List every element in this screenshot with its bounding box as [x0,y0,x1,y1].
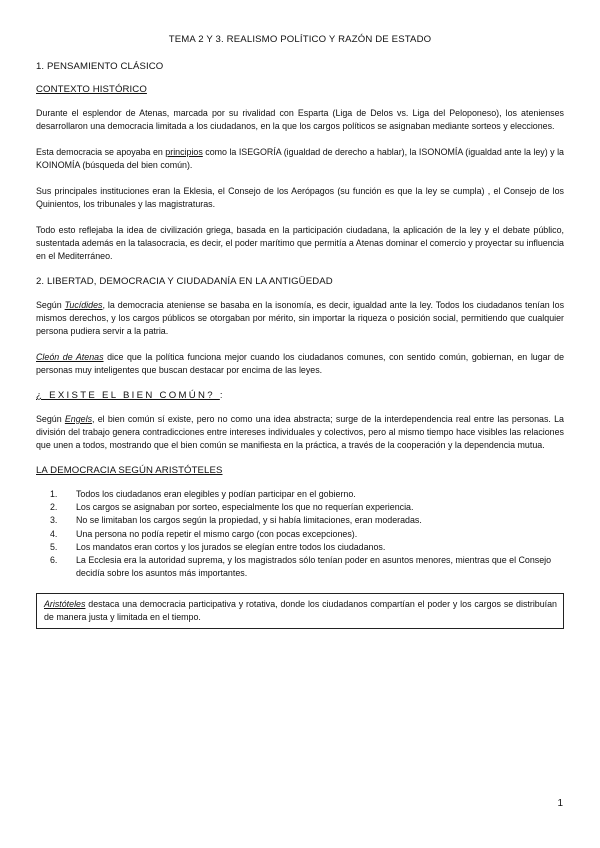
list-number: 3. [50,515,58,526]
principios-link[interactable]: principios [165,147,203,157]
text: dice que la política funciona mejor cuando los ciudadanos comunes, con sentido común, gobiernan, en lugar de personas muy inteligentes que buscan destacar por encima de las leyes. [36,352,565,375]
colon: : [219,390,223,401]
list-item [36,488,564,501]
page-number: 1 [557,798,563,809]
list-number: 6. [50,555,58,566]
list-text: Todos los ciudadanos eran elegibles y podían participar en el gobierno. [76,489,356,499]
paragraph-cleon [36,351,564,377]
text: como la ISEGORÍA (igualdad de derecho a hablar), la ISONOMÍA (igualdad ante la ley) y la KOINOMÍA (búsqueda del bien común). [36,147,564,170]
paragraph-engels [36,413,564,452]
list-item [36,514,564,527]
bien-comun-title: ¿ EXISTE EL BIEN COMÚN? [36,390,220,401]
text: Según [36,300,65,310]
list-number: 1. [50,489,58,499]
list-text: La Ecclesia era la autoridad suprema, y los magistrados sólo tenían poder en asuntos menores, mientras que el Consejo decidía sobre los asuntos más importantes. [76,555,552,579]
page-content [36,34,564,629]
aristoteles-summary-box [36,593,564,629]
list-item [36,501,564,514]
aristoteles-list [36,488,564,580]
cleon-name: Cleón de Atenas [36,352,104,362]
list-item [36,541,564,554]
tucidides-name: Tucídides [64,300,103,310]
document-title: TEMA 2 Y 3. REALISMO POLÍTICO Y RAZÓN DE ESTADO [168,34,432,45]
list-number: 5. [50,541,58,552]
paragraph-civilizacion: Todo esto reflejaba la idea de civilización griega, basada en la participación ciudadana, la aplicación de la ley y el debate público, sustentada además en la talasocracia, es decir, el poder marítimo que permitía a Atenas dominar el comercio y proyectar su influencia en el Mediterráneo. [36,225,564,261]
paragraph-instituciones: Sus principales instituciones eran la Eklesia, el Consejo de los Aerópagos (su función es que la ley se cumpla) , el Consejo de los Quinientos, los tribunales y las magistraturas. [36,186,564,209]
paragraph-atenas: Durante el esplendor de Atenas, marcada por su rivalidad con Esparta (Liga de Delos vs. Liga del Peloponeso), los atenienses desarrollaron una democracia limitada a los ciudadanos, en la que los cargos políticos se asignaban mediante sorteos y elecciones. [36,108,564,131]
list-text: Los mandatos eran cortos y los jurados se elegían entre todos los ciudadanos. [76,541,386,552]
list-item [36,554,564,580]
text: , el bien común sí existe, pero no como una idea abstracta; surge de la interdependencia real entre las personas. La división del trabajo genera contradicciones entre intereses individuales y colectivos, pero al mismo tiempo hace visibles las relaciones que unen a todos, mostrando que el bien común se manifiesta en la práctica, a través de la cooperación y la dependencia mutua. [36,414,564,450]
text: Según [36,414,65,424]
section-heading-libertad-democracia: 2. LIBERTAD, DEMOCRACIA Y CIUDADANÍA EN LA ANTIGÜEDAD [36,276,333,287]
list-text: No se limitaban los cargos según la propiedad, y si había limitaciones, eran moderadas. [76,515,422,526]
text: destaca una democracia participativa y rotativa, donde los ciudadanos compartían el poder y los cargos se distribuían de manera justa y limitada en el tiempo. [44,599,557,623]
list-text: Los cargos se asignaban por sorteo, especialmente los que no requerían experiencia. [76,502,414,513]
text: , la democracia ateniense se basaba en la isonomía, es decir, igualdad ante la ley. Todos los ciudadanos tenían los mismos derechos, y los cargos públicos se otorgaban por mérito, sin importar la riqueza o posición social, permitiendo que cualquier persona pudiera servir a la patria. [36,300,565,336]
paragraph-tucidides [36,299,564,338]
aristoteles-name: Aristóteles [44,599,86,610]
text: Esta democracia se apoyaba en [36,147,166,157]
list-item [36,528,564,541]
list-number: 4. [50,528,58,539]
engels-name: Engels [64,414,93,424]
list-number: 2. [50,502,58,513]
subheading-bien-comun [36,390,564,401]
subheading-democracia-aristoteles: LA DEMOCRACIA SEGÚN ARISTÓTELES [36,465,223,476]
subheading-contexto-historico: CONTEXTO HISTÓRICO [36,84,147,95]
paragraph-principios [36,146,564,172]
list-text: Una persona no podía repetir el mismo cargo (con pocas excepciones). [76,528,358,539]
section-heading-pensamiento-clasico: 1. PENSAMIENTO CLÁSICO [36,61,164,72]
